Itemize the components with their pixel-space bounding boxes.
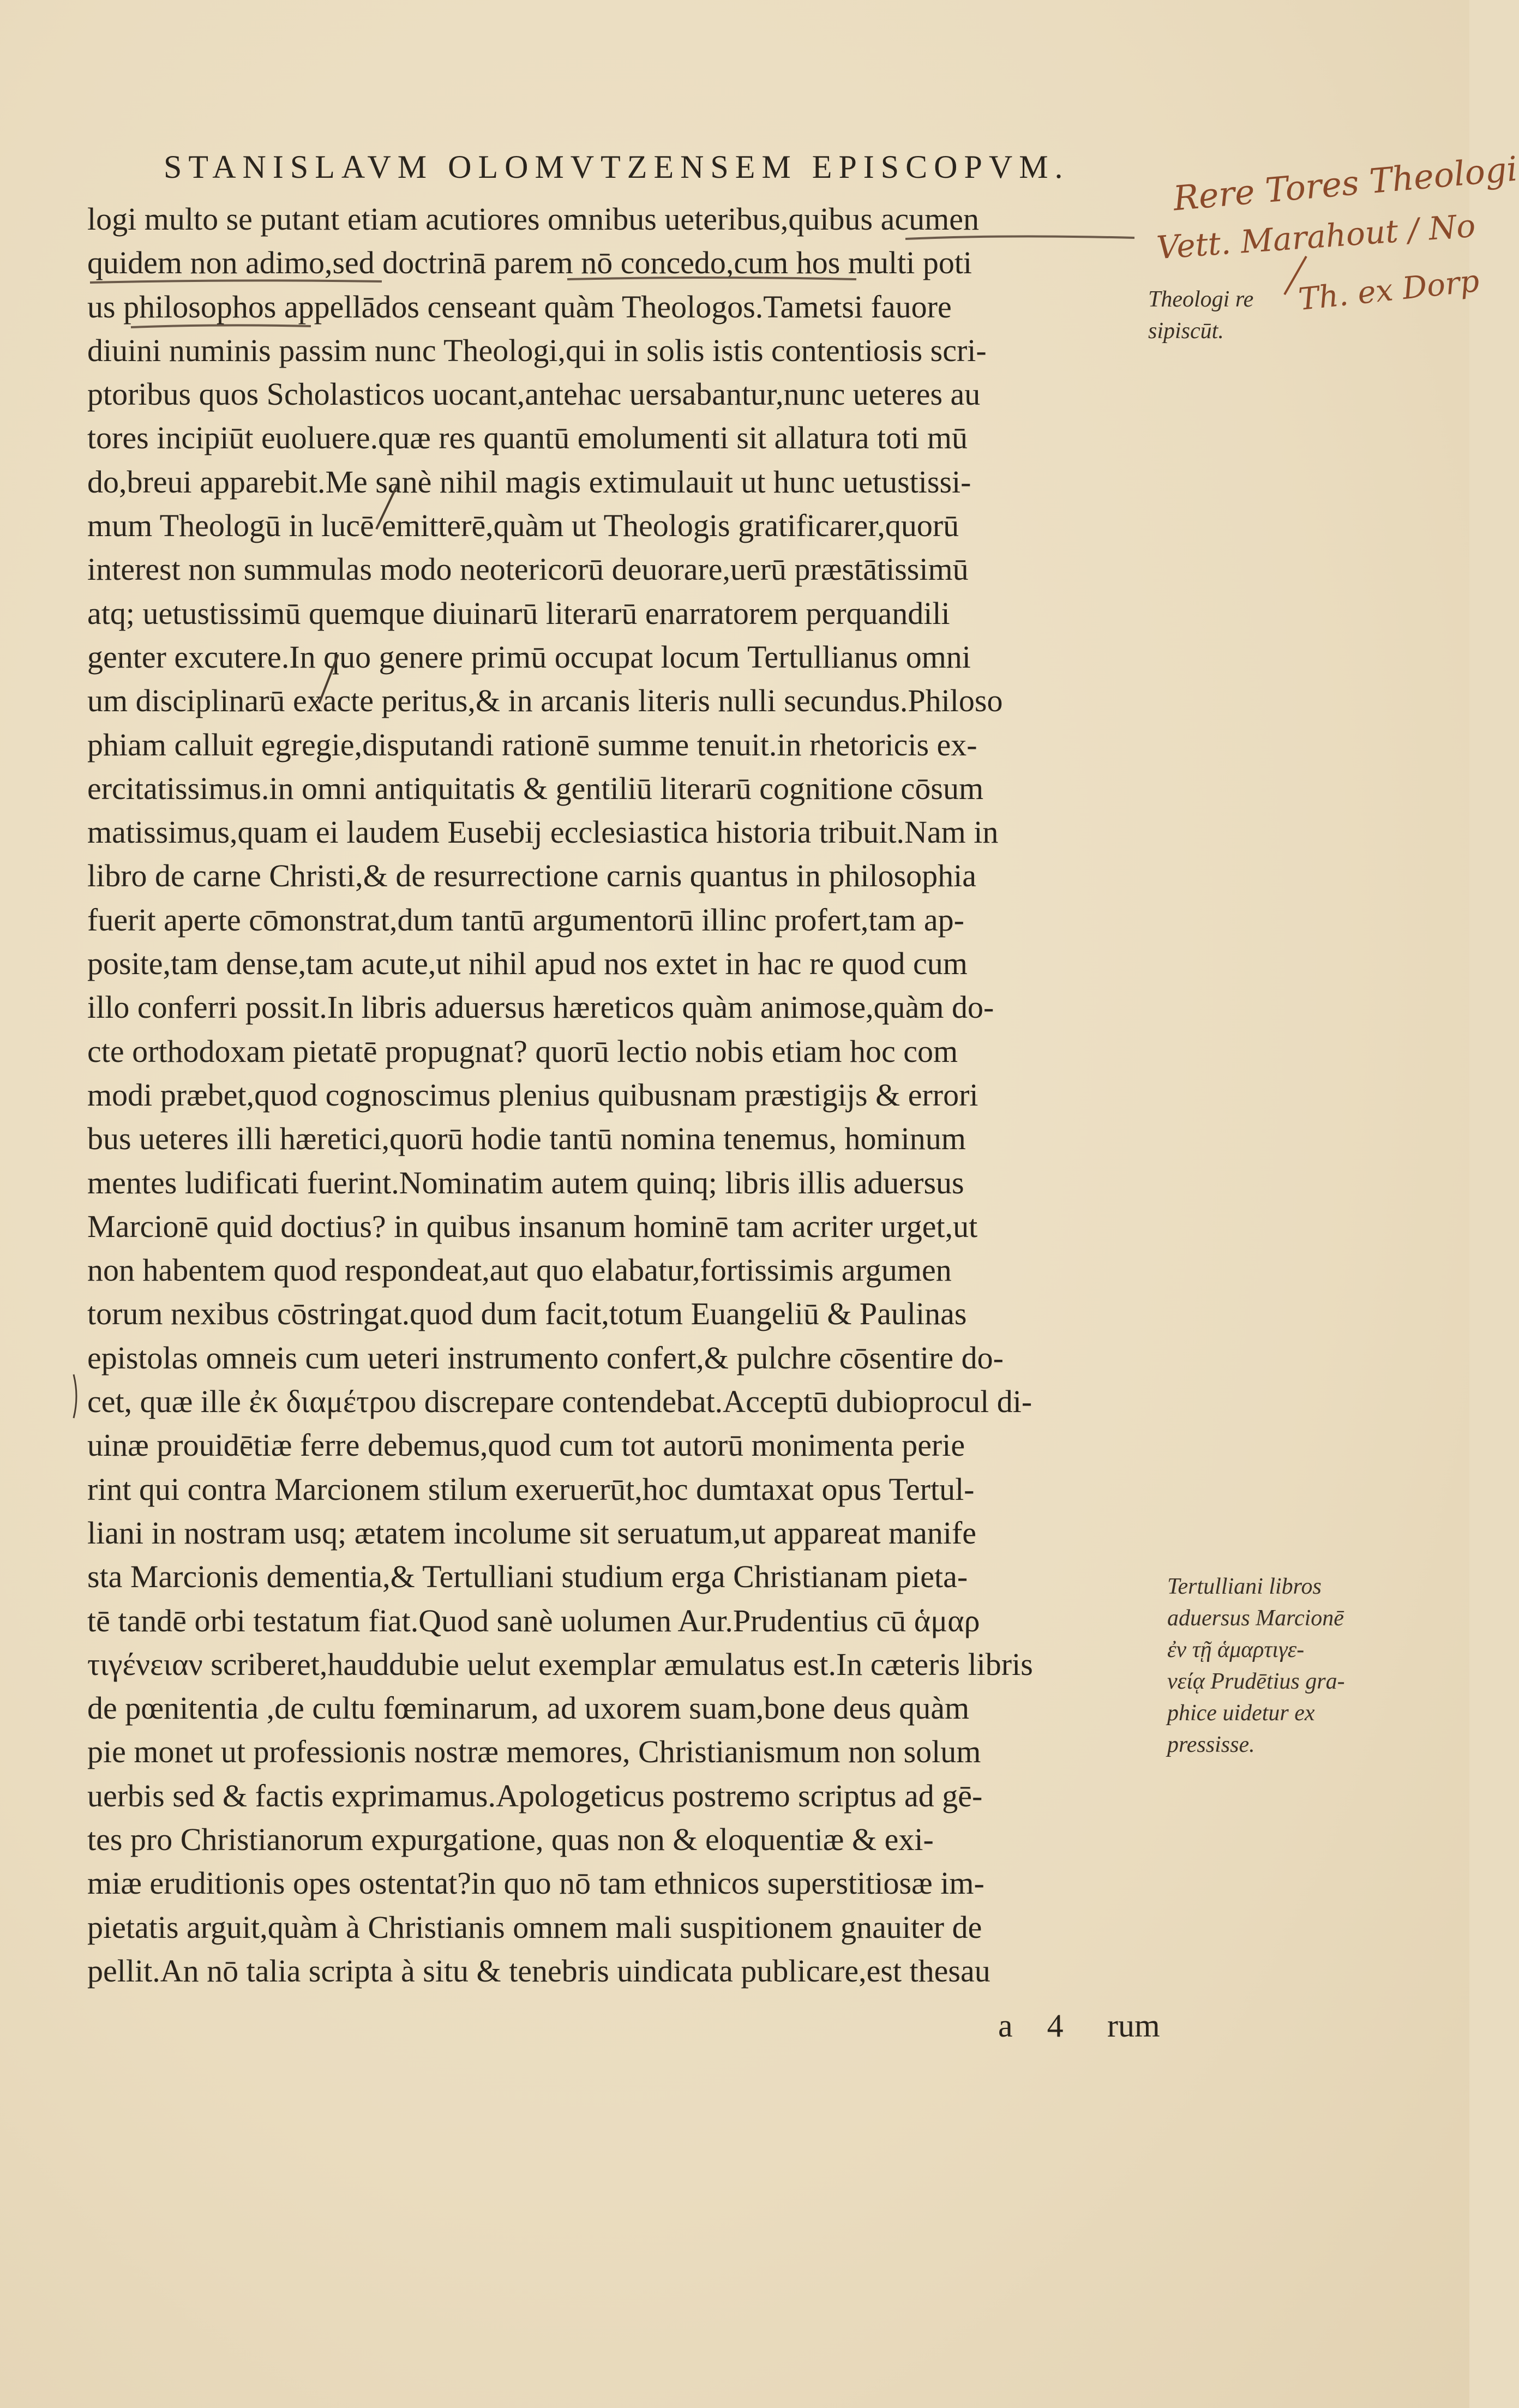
text-line: libro de carne Christi,& de resurrectione carnis quantus in philosophia xyxy=(87,858,977,894)
underline-mark xyxy=(567,278,856,279)
running-head: STANISLAVM OLOMVTZENSEM EPISCOPVM. xyxy=(164,149,1070,185)
margin-note-line: sipiscūt. xyxy=(1148,319,1224,344)
signature-mark: a 4 xyxy=(998,2008,1077,2044)
text-line: de pœnitentia ,de cultu fœminarum, ad uxorem suam,bone deus quàm xyxy=(87,1690,970,1726)
text-line: um disciplinarū exacte peritus,& in arcanis literis nulli secundus.Philoso xyxy=(87,683,1003,719)
text-line: cte orthodoxam pietatē propugnat? quorū lectio nobis etiam hoc com xyxy=(87,1033,958,1069)
margin-bracket xyxy=(74,1374,76,1418)
text-line: uerbis sed & factis exprimamus.Apologeticus postremo scriptus ad gē- xyxy=(87,1778,983,1813)
text-line: pellit.An nō talia scripta à situ & tenebris uindicata publicare,est thesau xyxy=(87,1953,990,1989)
bracket-mark xyxy=(376,485,397,529)
text-line: sta Marcionis dementia,& Tertulliani studium erga Christianam pieta- xyxy=(87,1559,968,1595)
text-line: tes pro Christianorum expurgatione, quas non & eloquentiæ & exi- xyxy=(87,1821,934,1857)
margin-note-line: pressisse. xyxy=(1167,1732,1255,1757)
text-line: non habentem quod respondeat,aut quo elabatur,fortissimis argumen xyxy=(87,1252,952,1288)
margin-note-line: νείᾳ Prudētius gra- xyxy=(1167,1669,1345,1694)
text-line: modi præbet,quod cognoscimus plenius quibusnam præstigijs & errori xyxy=(87,1077,978,1113)
text-line: cet, quæ ille ἐκ διαμέτρου discrepare contendebat.Acceptū dubioprocul di- xyxy=(87,1384,1032,1420)
text-line: logi multo se putant etiam acutiores omnibus ueteribus,quibus acumen xyxy=(87,201,979,237)
text-line: phiam calluit egregie,disputandi rationē summe tenuit.in rhetoricis ex- xyxy=(87,726,977,762)
text-line: uinæ prouidētiæ ferre debemus,quod cum tot autorū monimenta perie xyxy=(87,1427,965,1463)
underline-mark xyxy=(905,236,1134,239)
text-line: mentes ludificati fuerint.Nominatim autem quinq; libris illis aduersus xyxy=(87,1164,964,1200)
text-line: genter excutere.In quo genere primū occupat locum Tertullianus omni xyxy=(87,639,971,675)
text-line: rint qui contra Marcionem stilum exeruerūt,hoc dumtaxat opus Tertul- xyxy=(87,1471,975,1507)
text-line: Marcionē quid doctius? in quibus insanum hominē tam acriter urget,ut xyxy=(87,1208,978,1244)
text-line: bus ueteres illi hæretici,quorū hodie tantū nomina tenemus, hominum xyxy=(87,1121,966,1157)
text-line: diuini numinis passim nunc Theologi,qui in solis istis contentiosis scri- xyxy=(87,332,987,368)
text-line: pie monet ut professionis nostræ memores, Christianismum non solum xyxy=(87,1734,981,1770)
text-line: us philosophos appellādos censeant quàm Theologos.Tametsi fauore xyxy=(87,289,952,325)
text-line: miæ eruditionis opes ostentat?in quo nō tam ethnicos superstitiosæ im- xyxy=(87,1865,984,1901)
underline-mark xyxy=(90,280,382,283)
margin-note-line: aduersus Marcionē xyxy=(1167,1606,1344,1631)
underline-mark xyxy=(131,325,311,327)
text-line: ercitatissimus.in omni antiquitatis & gentiliū literarū cognitione cōsum xyxy=(87,770,984,806)
handwritten-annotation: Rere Tores Theologi xyxy=(1172,148,1519,219)
handwritten-annotation: Th. ex Dorp xyxy=(1296,263,1481,318)
text-line: quidem non adimo,sed doctrinā parem nō concedo,cum hos multi poti xyxy=(87,245,972,281)
margin-note-line: phice uidetur ex xyxy=(1167,1701,1315,1726)
text-line: epistolas omneis cum ueteri instrumento confert,& pulchre cōsentire do- xyxy=(87,1340,1004,1376)
handwritten-annotation: Vett. Marahout / No xyxy=(1155,207,1477,267)
text-line: fuerit aperte cōmonstrat,dum tantū argumentorū illinc profert,tam ap- xyxy=(87,902,964,938)
text-line: liani in nostram usq; ætatem incolume sit seruatum,ut appareat manife xyxy=(87,1515,977,1551)
text-line: tē tandē orbi testatum fiat.Quod sanè uolumen Aur.Prudentius cū ἁμαρ xyxy=(87,1602,980,1638)
text-line: interest non summulas modo neotericorū deuorare,uerū præstātissimū xyxy=(87,551,969,587)
margin-stroke xyxy=(1284,256,1306,295)
text-line: illo conferri possit.In libris aduersus hæreticos quàm animose,quàm do- xyxy=(87,989,994,1025)
margin-note-line: ἐν τῇ ἁμαρτιγε- xyxy=(1167,1637,1305,1662)
text-line: τιγένειαν scriberet,hauddubie uelut exemplar æmulatus est.In cæteris libris xyxy=(87,1646,1033,1682)
text-line: torum nexibus cōstringat.quod dum facit,totum Euangeliū & Paulinas xyxy=(87,1296,967,1332)
text-line: matissimus,quam ei laudem Eusebij ecclesiastica historia tribuit.Nam in xyxy=(87,814,999,850)
text-line: posite,tam dense,tam acute,ut nihil apud nos extet in hac re quod cum xyxy=(87,946,968,982)
margin-note-line: Theologi re xyxy=(1148,287,1254,312)
text-line: pietatis arguit,quàm à Christianis omnem mali suspitionem gnauiter de xyxy=(87,1909,982,1945)
text-line: mum Theologū in lucē emitterē,quàm ut Theologis gratificarer,quorū xyxy=(87,508,959,544)
margin-note-line: Tertulliani libros xyxy=(1167,1574,1322,1599)
catchword: rum xyxy=(1107,2008,1160,2044)
text-line: tores incipiūt euoluere.quæ res quantū emolumenti sit allatura toti mū xyxy=(87,420,968,456)
text-line: do,breui apparebit.Me sanè nihil magis extimulauit ut hunc uetustissi- xyxy=(87,464,971,500)
text-line: atq; uetustissimū quemque diuinarū literarū enarratorem perquandili xyxy=(87,595,950,631)
bracket-mark xyxy=(319,654,338,704)
text-line: ptoribus quos Scholasticos uocant,antehac uersabantur,nunc ueteres au xyxy=(87,376,981,412)
